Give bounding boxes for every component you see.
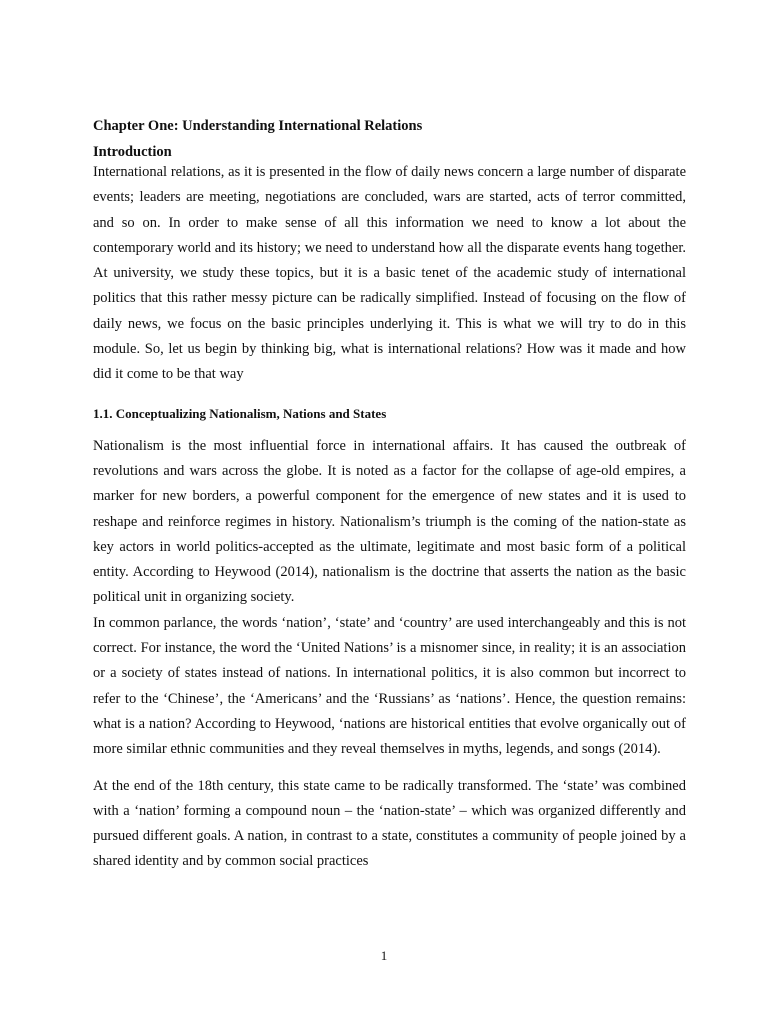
body-paragraph-nationalism: Nationalism is the most influential force in international affairs. It has caused the outbreak of revolutions and wars across the globe. It is noted as a factor for the collapse of age-old empires, a marker for new borders, a powerful component for the emergence of new states and it is used to reshape and reinforce regimes in history. Nationalism’s triumph is the coming of the nation-state as key actors in world politics-accepted as the ultimate, legitimate and most basic form of a political entity. According to Heywood (2014), nationalism is the doctrine that asserts the nation as the basic political unit in organizing society.	[93, 437, 686, 606]
page-number: 1	[380, 948, 388, 963]
chapter-title: Chapter One: Understanding International Relations	[93, 118, 423, 134]
intro-paragraph: International relations, as it is presented in the flow of daily news concern a large number of disparate events; leaders are meeting, negotiations are concluded, wars are started, acts of terror committed, and so on. In order to make sense of all this information we need to know a lot about the contemporary world and its history; we need to understand how all the disparate events hang together. At university, we study these topics, but it is a basic tenet of the academic study of international politics that this rather messy picture can be radically simplified. Instead of focusing on the flow of daily news, we focus on the basic principles underlying it. This is what we will try to do in this module. So, let us begin by thinking big, what is international relations? How was it made and how did it come to be that way	[93, 164, 686, 383]
section-heading: 1.1. Conceptualizing Nationalism, Nations and States	[93, 405, 387, 421]
body-paragraph-common-parlance: In common parlance, the words ‘nation’, ‘state’ and ‘country’ are used interchangeably and this is not correct. For instance, the word the ‘United Nations’ is a misnomer since, in reality; it is an association or a society of states instead of nations. In international politics, it is also common but incorrect to refer to the ‘Chinese’, the ‘Americans’ and the ‘Russians’ as ‘nations’. Hence, the question remains: what is a nation? According to Heywood, ‘nations are historical entities that evolve organically out of more similar ethnic communities and they reveal themselves in myths, legends, and songs (2014).	[93, 614, 686, 758]
body-paragraph-nation-state: At the end of the 18th century, this state came to be radically transformed. The ‘state’ was combined with a ‘nation’ forming a compound noun – the ‘nation-state’ – which was organized differently and pursued different goals. A nation, in contrast to a state, constitutes a community of people joined by a shared identity and by common social practices	[93, 777, 686, 870]
intro-heading: Introduction	[93, 144, 172, 160]
document-page	[93, 117, 686, 875]
